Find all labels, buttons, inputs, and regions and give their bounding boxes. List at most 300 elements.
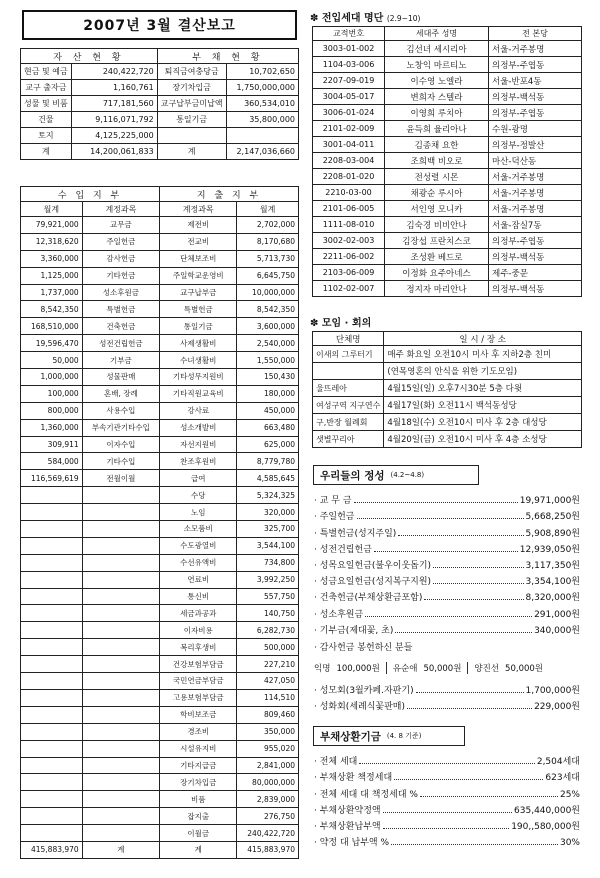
table-row	[21, 318, 299, 335]
col-header: 단체명	[313, 332, 384, 346]
asset-value: 1,160,761	[71, 80, 157, 96]
income-account	[82, 605, 159, 622]
income-account: 혼배, 장례	[82, 385, 159, 402]
expense-account: 성소개발비	[160, 419, 237, 436]
income-account: 주일헌금	[82, 233, 159, 250]
offerings-period: (4.2~4.8)	[390, 471, 425, 479]
expense-account: 계	[160, 841, 237, 858]
table-row	[313, 105, 582, 121]
table-row	[21, 791, 299, 808]
item-value: 1,700,000원	[525, 686, 580, 697]
dotted-leader	[433, 567, 523, 568]
asset-label: 토지	[21, 128, 72, 144]
meeting-group	[313, 363, 384, 380]
income-amount: 309,911	[21, 436, 83, 453]
debt-heading: 부채상환기금 (4. 8 기준)	[313, 726, 465, 746]
expense-account: 연료비	[160, 571, 237, 588]
table-row	[21, 233, 299, 250]
asset-label: 교구 출자금	[21, 80, 72, 96]
item-label: · 기부금(제대꽃, 초)	[314, 625, 394, 636]
expense-amount: 625,000	[237, 436, 299, 453]
sub-header: 월계	[21, 202, 83, 217]
income-account	[82, 673, 159, 690]
member-code: 2207-09-019	[313, 73, 385, 89]
income-amount	[21, 740, 83, 757]
meeting-group: 울뜨레아	[313, 380, 384, 397]
expense-account: 잡지출	[160, 808, 237, 825]
table-row	[21, 588, 299, 605]
member-code: 1102-02-007	[313, 281, 385, 297]
sub-header: 계정과목	[160, 202, 237, 217]
table-row	[21, 385, 299, 402]
member-parish: 의정부-주엽동	[489, 57, 582, 73]
income-account: 성물판매	[82, 369, 159, 386]
income-account: 성소후원금	[82, 284, 159, 301]
expense-account: 급여	[160, 470, 237, 487]
member-code: 1104-03-006	[313, 57, 385, 73]
member-name: 전성렬 시몬	[385, 169, 489, 185]
income-amount	[21, 588, 83, 605]
expense-amount: 4,585,645	[237, 470, 299, 487]
table-row	[313, 414, 582, 431]
sub-header: 계정과목	[82, 202, 159, 217]
item-value: 12,939,050원	[519, 544, 580, 555]
item-label: · 건축헌금(부채상환금포함)	[314, 593, 423, 604]
list-item	[314, 783, 580, 799]
balance-row	[21, 64, 299, 80]
expense-account: 전교비	[160, 233, 237, 250]
table-row	[21, 689, 299, 706]
item-label: · 부채상환약정액	[314, 805, 381, 816]
list-item	[314, 539, 580, 555]
balance-row	[21, 128, 299, 144]
item-value: 623세대	[545, 773, 580, 784]
table-row	[21, 757, 299, 774]
member-parish: 의정부-백석동	[489, 89, 582, 105]
liability-value: 35,800,000	[226, 112, 298, 128]
table-row	[21, 250, 299, 267]
expense-account: 경조비	[160, 723, 237, 740]
dotted-leader	[424, 599, 523, 600]
expense-account: 이월금	[160, 825, 237, 842]
expense-account: 소모품비	[160, 521, 237, 538]
income-amount	[21, 537, 83, 554]
income-account	[82, 656, 159, 673]
income-amount: 1,125,000	[21, 267, 83, 284]
expense-amount: 415,883,970	[237, 841, 299, 858]
col-header: 세대주 성명	[385, 27, 489, 41]
income-amount: 8,542,350	[21, 301, 83, 318]
member-code: 2103-06-009	[313, 265, 385, 281]
income-account	[82, 706, 159, 723]
meeting-schedule: 4월18일(수) 오전10시 미사 후 2층 대성당	[384, 414, 582, 431]
liability-label: 통일기금	[157, 112, 226, 128]
table-row	[313, 169, 582, 185]
liability-label: 장기차입금	[157, 80, 226, 96]
meeting-schedule: 4월15일(일) 오후7시30분 5층 다윗	[384, 380, 582, 397]
expense-amount: 2,841,000	[237, 757, 299, 774]
expense-account: 수녀생활비	[160, 352, 237, 369]
member-parish: 서울-거주봉명	[489, 185, 582, 201]
dotted-leader	[398, 535, 523, 536]
expense-amount: 6,282,730	[237, 622, 299, 639]
liability-label	[157, 128, 226, 144]
member-code: 3001-04-011	[313, 137, 385, 153]
debt-list	[314, 751, 580, 848]
expense-amount: 350,000	[237, 723, 299, 740]
table-row	[21, 217, 299, 234]
asset-label: 현금 및 예금	[21, 64, 72, 80]
item-value: 3,117,350원	[525, 560, 580, 571]
table-row	[21, 605, 299, 622]
income-amount	[21, 689, 83, 706]
expense-account: 이자비용	[160, 622, 237, 639]
asset-value: 14,200,061,833	[71, 144, 157, 160]
table-row	[313, 153, 582, 169]
income-amount	[21, 723, 83, 740]
expense-account: 단체보조비	[160, 250, 237, 267]
dotted-leader	[365, 616, 532, 617]
expense-account: 찬조후원비	[160, 453, 237, 470]
table-row	[21, 808, 299, 825]
income-account: 건축헌금	[82, 318, 159, 335]
member-code: 2210-03-00	[313, 185, 385, 201]
member-parish: 수원-광명	[489, 121, 582, 137]
item-label: · 주일헌금	[314, 512, 355, 523]
expense-account: 학비보조금	[160, 706, 237, 723]
dotted-leader	[383, 812, 512, 813]
expense-amount: 3,600,000	[237, 318, 299, 335]
expense-amount: 1,550,000	[237, 352, 299, 369]
member-parish: 의정부-백석동	[489, 281, 582, 297]
table-row	[21, 504, 299, 521]
income-account	[82, 757, 159, 774]
expense-amount: 180,000	[237, 385, 299, 402]
donor-amount: 50,000원	[505, 664, 543, 674]
income-amount: 584,000	[21, 453, 83, 470]
income-account: 기타수입	[82, 453, 159, 470]
item-label: · 성전건립헌금	[314, 544, 372, 555]
table-row	[313, 363, 582, 380]
donor-amount: 50,000원	[423, 662, 468, 674]
expense-account: 비품	[160, 791, 237, 808]
item-value: 229,000원	[534, 702, 580, 713]
item-label: · 전체 세대	[314, 757, 358, 768]
income-account	[82, 588, 159, 605]
offerings-list-2	[314, 680, 580, 712]
income-amount	[21, 487, 83, 504]
income-amount	[21, 605, 83, 622]
table-row	[21, 554, 299, 571]
table-row	[21, 740, 299, 757]
donor-name: 유순애	[392, 664, 418, 674]
income-amount	[21, 622, 83, 639]
meeting-group: 구,반장 월례회	[313, 414, 384, 431]
income-account	[82, 537, 159, 554]
income-amount: 12,318,620	[21, 233, 83, 250]
expense-account: 세금과공과	[160, 605, 237, 622]
income-amount: 168,510,000	[21, 318, 83, 335]
income-amount	[21, 504, 83, 521]
list-item	[314, 816, 580, 832]
balance-row	[21, 144, 299, 160]
expense-account: 시설유지비	[160, 740, 237, 757]
table-row	[21, 673, 299, 690]
expense-account: 교구납부금	[160, 284, 237, 301]
member-name: 이수영 노엘라	[385, 73, 489, 89]
asset-label: 성물 및 비품	[21, 96, 72, 112]
members-date-range: (2.9~10)	[386, 14, 421, 23]
table-row	[21, 369, 299, 386]
member-code: 3006-01-024	[313, 105, 385, 121]
member-name: 김장섭 프란치스코	[385, 233, 489, 249]
member-name: 정지자 마리안나	[385, 281, 489, 297]
table-row	[21, 352, 299, 369]
member-name: 조성환 베드로	[385, 249, 489, 265]
table-row	[21, 571, 299, 588]
table-row	[313, 233, 582, 249]
member-name: 김숙경 비비안나	[385, 217, 489, 233]
table-row	[313, 41, 582, 57]
expense-amount: 3,992,250	[237, 571, 299, 588]
table-row	[21, 706, 299, 723]
member-parish: 서울-거주봉명	[489, 41, 582, 57]
income-amount: 1,360,000	[21, 419, 83, 436]
dotted-leader	[391, 844, 558, 845]
income-account: 성전건립헌금	[82, 335, 159, 352]
item-label: · 특별헌금(성지주일)	[314, 528, 397, 539]
item-value: 19,971,000원	[519, 496, 580, 507]
table-row	[21, 284, 299, 301]
expense-account: 기타지급금	[160, 757, 237, 774]
col-header: 일 시 / 장 소	[384, 332, 582, 346]
income-amount	[21, 554, 83, 571]
liability-label: 퇴직금여충당금	[157, 64, 226, 80]
expense-amount: 809,460	[237, 706, 299, 723]
member-code: 1111-08-010	[313, 217, 385, 233]
income-amount	[21, 639, 83, 656]
income-amount	[21, 571, 83, 588]
member-parish: 의정부-주엽동	[489, 233, 582, 249]
income-header: 수 입 지 부	[21, 187, 160, 202]
income-account	[82, 808, 159, 825]
table-row	[313, 89, 582, 105]
expense-amount: 114,510	[237, 689, 299, 706]
dotted-leader	[383, 828, 510, 829]
item-value: 340,000원	[534, 625, 580, 636]
income-amount	[21, 808, 83, 825]
table-row	[21, 301, 299, 318]
expense-amount: 140,750	[237, 605, 299, 622]
income-amount: 3,360,000	[21, 250, 83, 267]
item-value: 635,440,000원	[514, 805, 580, 816]
member-code: 2211-06-002	[313, 249, 385, 265]
income-amount: 100,000	[21, 385, 83, 402]
debt-date: (4. 8 기준)	[386, 732, 422, 740]
expense-account: 건강보험부담금	[160, 656, 237, 673]
income-amount: 415,883,970	[21, 841, 83, 858]
expense-amount: 5,324,325	[237, 487, 299, 504]
expense-amount: 2,540,000	[237, 335, 299, 352]
member-code: 3002-02-003	[313, 233, 385, 249]
table-row	[21, 419, 299, 436]
item-value: 2,504세대	[536, 757, 580, 768]
table-row	[313, 201, 582, 217]
expense-account: 고용보험부담금	[160, 689, 237, 706]
table-row	[21, 436, 299, 453]
asset-value: 240,422,720	[71, 64, 157, 80]
table-row	[21, 841, 299, 858]
income-amount: 19,596,470	[21, 335, 83, 352]
expense-amount: 325,700	[237, 521, 299, 538]
dotted-leader	[359, 763, 534, 764]
expense-amount: 10,000,000	[237, 284, 299, 301]
list-item	[314, 603, 580, 619]
expense-amount: 80,000,000	[237, 774, 299, 791]
member-name: 이정화 요주아네스	[385, 265, 489, 281]
member-code: 3004-05-017	[313, 89, 385, 105]
expense-account: 자선지원비	[160, 436, 237, 453]
table-row	[21, 537, 299, 554]
table-row	[21, 622, 299, 639]
list-item	[314, 587, 580, 603]
table-row	[313, 185, 582, 201]
donor-name: 익명	[314, 664, 331, 674]
liability-header: 부 채 현 황	[157, 49, 298, 64]
dotted-leader	[354, 502, 518, 503]
income-amount	[21, 757, 83, 774]
member-parish: 제주-중문	[489, 265, 582, 281]
income-account: 전월이월	[82, 470, 159, 487]
income-amount	[21, 791, 83, 808]
income-account	[82, 723, 159, 740]
member-name: 김종채 요한	[385, 137, 489, 153]
dotted-leader	[394, 779, 543, 780]
expense-amount: 557,750	[237, 588, 299, 605]
table-row	[21, 487, 299, 504]
table-row	[21, 470, 299, 487]
table-row	[21, 453, 299, 470]
member-parish: 마산-덕산동	[489, 153, 582, 169]
expense-account: 수당	[160, 487, 237, 504]
dotted-leader	[433, 583, 523, 584]
income-account	[82, 825, 159, 842]
member-code: 2208-03-004	[313, 153, 385, 169]
item-label: · 성금요일헌금(성지복구지원)	[314, 577, 432, 588]
item-value: 291,000원	[534, 609, 580, 620]
table-row	[21, 335, 299, 352]
item-label: · 부채상환납부액	[314, 821, 381, 832]
table-row	[21, 402, 299, 419]
expense-amount: 8,170,680	[237, 233, 299, 250]
table-row	[313, 249, 582, 265]
income-account: 교무금	[82, 217, 159, 234]
expense-account: 기타성무지원비	[160, 369, 237, 386]
income-account	[82, 554, 159, 571]
meeting-group: 샛별꾸리아	[313, 431, 384, 448]
asset-value: 9,116,071,792	[71, 112, 157, 128]
table-row	[21, 656, 299, 673]
meeting-group: 여성구역 지구연수	[313, 397, 384, 414]
expense-amount: 5,713,730	[237, 250, 299, 267]
item-value: 8,320,000원	[525, 593, 580, 604]
income-account	[82, 571, 159, 588]
member-parish: 의정부-백석동	[489, 249, 582, 265]
income-account	[82, 689, 159, 706]
member-name: 김선녀 세시리아	[385, 41, 489, 57]
balance-row	[21, 80, 299, 96]
expense-account: 사제생활비	[160, 335, 237, 352]
list-item	[314, 767, 580, 783]
member-name: 이영희 루치아	[385, 105, 489, 121]
member-code: 2208-01-020	[313, 169, 385, 185]
table-row	[313, 217, 582, 233]
table-row	[21, 723, 299, 740]
income-amount	[21, 521, 83, 538]
income-amount: 1,737,000	[21, 284, 83, 301]
table-row	[21, 521, 299, 538]
income-amount: 50,000	[21, 352, 83, 369]
income-account	[82, 487, 159, 504]
income-account	[82, 740, 159, 757]
income-amount	[21, 706, 83, 723]
thanks-donors	[314, 662, 580, 674]
list-item	[314, 832, 580, 848]
asset-header: 자 산 현 황	[21, 49, 158, 64]
meetings-table	[312, 331, 582, 448]
table-row	[21, 267, 299, 284]
expense-amount: 6,645,750	[237, 267, 299, 284]
list-item	[314, 490, 580, 506]
expense-amount: 320,000	[237, 504, 299, 521]
list-item	[314, 506, 580, 522]
member-name: 변희자 스텔라	[385, 89, 489, 105]
dotted-leader	[420, 796, 558, 797]
income-account: 기타헌금	[82, 267, 159, 284]
expense-account: 제전비	[160, 217, 237, 234]
item-value: 30%	[559, 838, 580, 849]
income-account	[82, 504, 159, 521]
income-account	[82, 791, 159, 808]
bullet-icon: ✽	[310, 13, 322, 24]
income-account: 감사헌금	[82, 250, 159, 267]
member-code: 2101-06-005	[313, 201, 385, 217]
table-row	[313, 431, 582, 448]
meeting-schedule: 매주 화요일 오전10시 미사 후 지하2층 친미	[384, 346, 582, 363]
dotted-leader	[407, 708, 532, 709]
expense-account: 강사료	[160, 402, 237, 419]
member-code: 3003-01-002	[313, 41, 385, 57]
table-row	[21, 639, 299, 656]
table-row	[313, 137, 582, 153]
new-members-table	[312, 26, 582, 297]
table-row	[21, 774, 299, 791]
member-name: 윤득희 율리아나	[385, 121, 489, 137]
donor-name: 양진선	[474, 664, 500, 674]
member-name: 서인영 모니카	[385, 201, 489, 217]
item-label: · 성모회(3월카페.자판기)	[314, 686, 414, 697]
col-header: 전 본당	[489, 27, 582, 41]
asset-label: 계	[21, 144, 72, 160]
income-amount: 116,569,619	[21, 470, 83, 487]
item-label: · 성목요일헌금(불우이웃돕기)	[314, 560, 432, 571]
liability-label: 계	[157, 144, 226, 160]
list-item	[314, 522, 580, 538]
expense-amount: 500,000	[237, 639, 299, 656]
income-amount	[21, 825, 83, 842]
income-amount	[21, 673, 83, 690]
item-value: 5,908,890원	[525, 528, 580, 539]
